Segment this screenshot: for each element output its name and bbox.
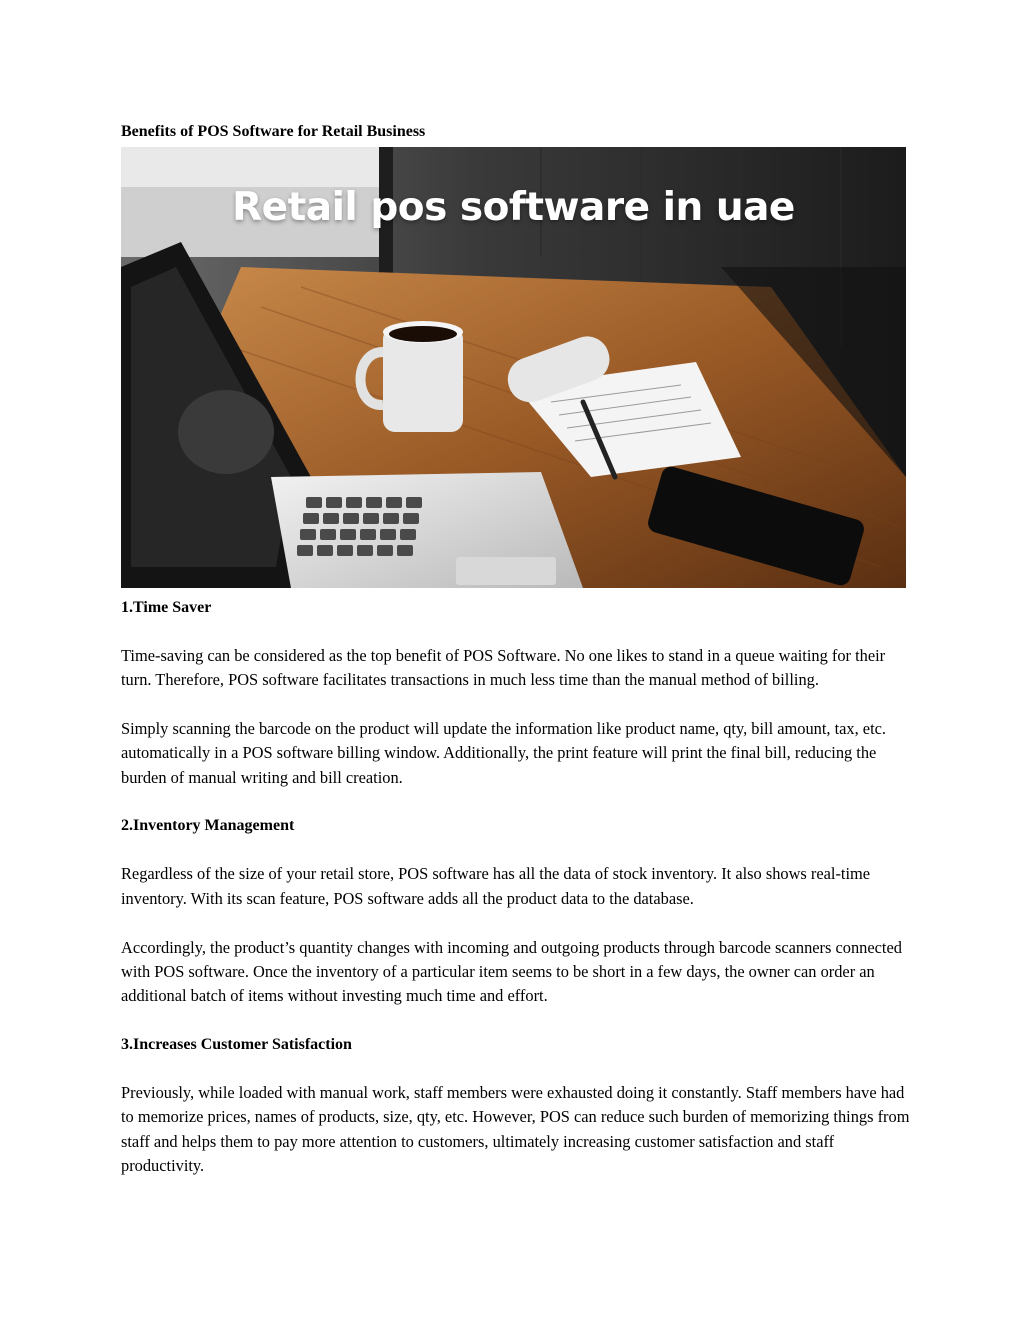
paragraph: Previously, while loaded with manual work, staff members were exhausted doing it constantly. Staff members have had to memorize prices, names of products, size, qty, etc. However, POS can reduce such burden of memorizing things from staff and helps them to pay more attention to customers, ultimately increasing customer satisfaction and staff productivity. (121, 1082, 910, 1175)
paragraph: Time-saving can be considered as the top benefit of POS Software. No one likes to stand in a queue waiting for their turn. Therefore, POS software facilitates transactions in much less time than the manual method of billing. (121, 646, 886, 690)
article-body (121, 596, 911, 1178)
section-heading-customer-satisfaction: 3.Increases Customer Satisfaction (121, 1035, 352, 1053)
hero-image (121, 147, 906, 588)
section-heading-time-saver: 1.Time Saver (121, 599, 212, 616)
paragraph: Simply scanning the barcode on the product will update the information like product name, qty, bill amount, tax, etc. automatically in a POS software billing window. Additionally, the print feature will print the final bill, reducing the burden of manual writing and bill creation. (121, 719, 887, 787)
paragraph: Regardless of the size of your retail store, POS software has all the data of stock inventory. It also shows real-time inventory. With its scan feature, POS software adds all the product data to the database. (121, 864, 871, 908)
paragraph: Accordingly, the product’s quantity changes with incoming and outgoing products through barcode scanners connected with POS software. Once the inventory of a particular item seems to be short in a few days, the owner can order an additional batch of items without investing much time and effort. (121, 937, 902, 1006)
section-heading-inventory-management: 2.Inventory Management (121, 817, 295, 835)
hero-caption: Retail pos software in uae (232, 185, 795, 230)
page-title: Benefits of POS Software for Retail Business (121, 123, 426, 140)
